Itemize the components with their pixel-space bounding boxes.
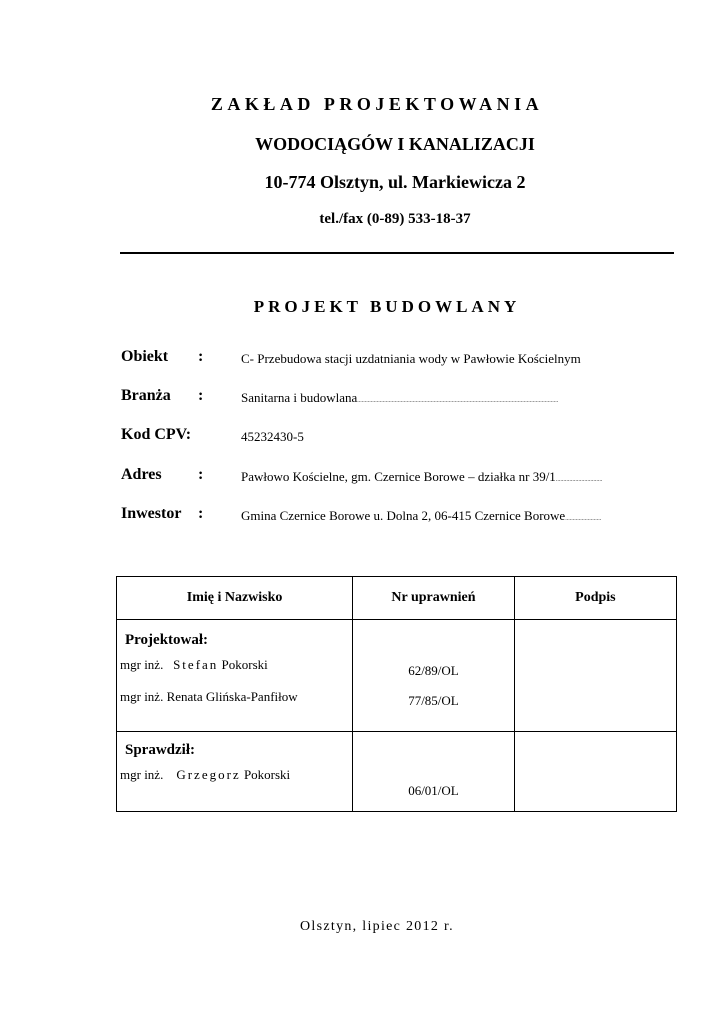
company-address: 10-774 Olsztyn, ul. Markiewicza 2 (264, 172, 526, 192)
person: mgr inż. Grzegorz Pokorski (120, 767, 291, 782)
person: mgr inż. Renata Glińska-Panfiłow (120, 689, 298, 704)
field-label: Kod CPV: (121, 426, 192, 443)
table-row-designed (117, 620, 677, 732)
field-value: Gmina Czernice Borowe u. Dolna 2, 06-415 Czernice Borowe........................ (241, 508, 602, 523)
license-number: 77/85/OL (408, 693, 459, 708)
field-value: Pawłowo Kościelne, gm. Czernice Borowe – działka nr 39/1............................... (241, 469, 603, 484)
field-colon: : (198, 505, 204, 522)
field-colon: : (198, 348, 204, 365)
signature-cell (514, 732, 676, 812)
place-date: Olsztyn, lipiec 2012 r. (300, 919, 454, 934)
field-label: Inwestor (121, 505, 182, 522)
header-signature: Podpis (514, 577, 676, 620)
table-row-checked (117, 732, 677, 812)
signature-cell (514, 620, 676, 732)
company-phone: tel./fax (0-89) 533-18-37 (319, 211, 471, 227)
field-label: Branża (121, 387, 171, 404)
header-name: Imię i Nazwisko (117, 577, 353, 620)
field-value: Sanitarna i budowlana...................................................................................................................................... (241, 390, 559, 405)
header-license: Nr uprawnień (353, 577, 515, 620)
project-title: PROJEKT BUDOWLANY (253, 297, 521, 316)
field-colon: : (198, 466, 204, 483)
table-header-row (117, 577, 677, 620)
field-colon: : (198, 387, 204, 404)
person: mgr inż. Stefan Pokorski (120, 657, 268, 672)
field-label: Adres (121, 466, 162, 483)
section-title: Projektował: (125, 632, 209, 648)
field-value: C- Przebudowa stacji uzdatniania wody w Pawłowie Kościelnym (241, 351, 581, 366)
field-value: 45232430-5 (241, 429, 304, 444)
license-number: 06/01/OL (408, 783, 459, 798)
signature-table (116, 576, 677, 812)
field-label: Obiekt (121, 348, 169, 365)
company-name: ZAKŁAD PROJEKTOWANIA (210, 94, 544, 114)
company-subtitle: WODOCIĄGÓW I KANALIZACJI (255, 134, 535, 154)
license-number: 62/89/OL (408, 663, 459, 678)
header-divider (120, 252, 674, 254)
section-title: Sprawdził: (125, 742, 196, 758)
